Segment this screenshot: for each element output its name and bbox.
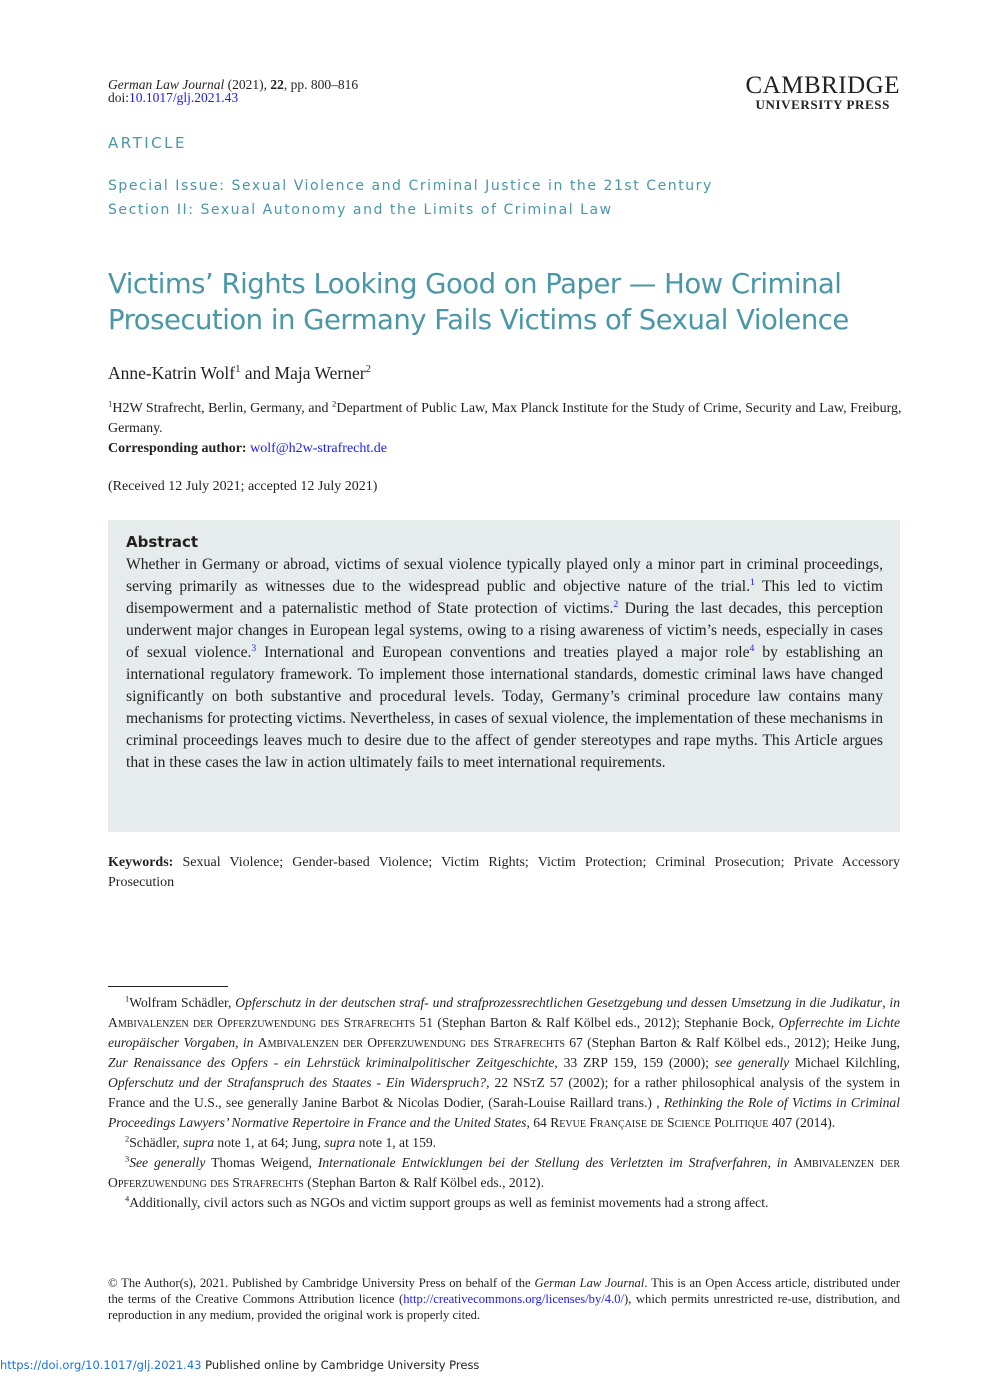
abstract-heading: Abstract <box>126 533 199 551</box>
abstract-segment: by establishing an international regulatory framework. To implement those international standards, domestic criminal laws have changed significantly on both substantive and procedural levels. Today, Germany’s criminal procedure law contains many mechanisms for protecting victims. Nevertheless, in cases of sexual violence, the implementation of these mechanisms in criminal proceedings leaves much to desire due to the affect of gender stereotypes and rape myths. This Article argues that in these cases the law in action ultimately fails to meet international requirements. <box>126 644 883 771</box>
footnote-4: $^4$Additionally, civil actors such as NGOs and victim support groups as well as feminist movements had a strong affect. <box>125 1193 769 1210</box>
author-conjunction: and <box>240 363 275 383</box>
footnote-divider <box>108 986 228 987</box>
affiliation-sup: 2 <box>332 398 337 409</box>
footnote-number: 4 <box>125 1193 130 1204</box>
abstract-segment: International and European conventions and treaties played a major role <box>256 644 750 661</box>
footnote-ref-4[interactable]: 4 <box>749 642 755 654</box>
footnote-number: 1 <box>125 993 130 1004</box>
footnote-ref-2[interactable]: 2 <box>613 598 619 610</box>
article-title: Victims’ Rights Looking Good on Paper — How Criminal Prosecution in Germany Fails Victims of Sexual Violence <box>108 268 849 336</box>
abstract-box <box>108 520 900 832</box>
license-notice <box>108 1275 900 1323</box>
affiliation-text: H2W Strafrecht, Berlin, Germany, and <box>112 401 332 416</box>
article-type-label: ARTICLE <box>108 134 187 152</box>
footnote-number: 2 <box>125 1133 130 1144</box>
author-name: Anne-Katrin Wolf <box>108 363 236 383</box>
license-journal-name: German Law Journal <box>534 1276 645 1290</box>
license-url-link[interactable]: http://creativecommons.org/licenses/by/4.0/ <box>403 1292 625 1306</box>
affiliations <box>108 399 903 439</box>
affiliation-sup: 1 <box>108 398 113 409</box>
license-text: ), which permits unrestricted re-use, distribution, and reproduction in any medium, provided the original work is properly cited. <box>108 1292 900 1322</box>
keywords-list: Sexual Violence; Gender-based Violence; Victim Rights; Victim Protection; Criminal Prosecution; Private Accessory Prosecution <box>108 855 900 890</box>
footnote-number: 3 <box>125 1153 130 1164</box>
corresponding-author-label: Corresponding author: <box>108 441 247 456</box>
keywords <box>108 853 900 893</box>
doi-link[interactable]: 10.1017/glj.2021.43 <box>129 90 239 105</box>
corresponding-author <box>108 439 387 459</box>
license-text: © The Author(s), 2021. Published by Cambridge University Press on behalf of the <box>108 1276 535 1290</box>
doi-url-link[interactable]: https://doi.org/10.1017/glj.2021.43 <box>0 1358 202 1372</box>
issue-info <box>108 174 713 222</box>
published-online-bar <box>0 1358 479 1372</box>
abstract-text <box>126 554 883 774</box>
corresponding-author-email[interactable]: wolf@h2w-strafrecht.de <box>250 441 387 456</box>
author-name: Maja Werner <box>274 363 366 383</box>
footnotes <box>108 993 900 1213</box>
journal-volume: 22 <box>270 77 284 92</box>
received-dates: (Received 12 July 2021; accepted 12 July 2021) <box>108 479 378 494</box>
section-label: Section II: Sexual Autonomy and the Limits of Criminal Law <box>108 202 613 218</box>
footnote-ref-3[interactable]: 3 <box>251 642 257 654</box>
journal-name: German Law Journal <box>108 77 225 92</box>
footnote-ref-1[interactable]: 1 <box>750 576 755 588</box>
abstract-segment: This led to victim disempowerment and a paternalistic method of State protection of victims. <box>126 578 883 617</box>
abstract-segment: During the last decades, this perception underwent major changes in European legal systems, owing to a rising awareness of victim’s needs, especially in cases of sexual violence. <box>126 600 883 661</box>
publisher-logo-line2: UNIVERSITY PRESS <box>755 97 890 112</box>
license-text: . This is an Open Access article, distributed under the terms of the Creative Commons Attribution licence ( <box>108 1276 901 1306</box>
journal-year: (2021), <box>227 77 268 92</box>
footnote-1: $^1$Wolfram Schädler, Opferschutz in der deutschen straf- und strafprozessrechtlichen Gesetzgebung und dessen Umsetzung in die Judikatur, in Ambivalenzen der Opferzuwendung des Strafrechts 51 (Stephan Barton & Ralf Kölbel eds., 2012); Stephanie Bock, Opferrechte im Lichte europäischer Vorgaben, in Ambivalenzen der Opferzuwendung des Strafrechts 67 (Stephan Barton & Ralf Kölbel eds., 2012); Heike Jung, Zur Renaissance des Opfers - ein Lehrstück kriminalpolitischer Zeitgeschichte, 33 ZRP 159, 159 (2000); see generally Michael Kilchling, Opferschutz und der Strafanspruch des Staates - Ein Widerspruch?, 22 NStZ 57 (2002); for a rather philosophical analysis of the system in France and the U.S., see generally Janine Barbot & Nicolas Dodier, (Sarah-Louise Raillard trans.) , Rethinking the Role of Victims in Criminal Proceedings Lawyers’ Normative Repertoire in France and the United States, 64 Revue Française de Science Politique 407 (2014). <box>108 993 900 1130</box>
author-affiliation-sup: 1 <box>235 363 241 376</box>
published-online-text: Published online by Cambridge University Press <box>201 1358 480 1372</box>
abstract-segment: Whether in Germany or abroad, victims of sexual violence typically played only a minor part in criminal proceedings, serving primarily as witnesses due to the widespread public and objective nature of the trial. <box>126 556 883 595</box>
special-issue-label: Special Issue: Sexual Violence and Criminal Justice in the 21st Century <box>108 178 713 194</box>
author-affiliation-sup: 2 <box>365 363 372 376</box>
affiliation-text: Department of Public Law, Max Planck Institute for the Study of Crime, Security and Law, Freiburg, Germany. <box>108 401 902 436</box>
journal-pages: , pp. 800–816 <box>283 77 359 92</box>
author-list <box>108 362 371 384</box>
doi-prefix: doi: <box>108 90 130 105</box>
footnote-2: $^2$Schädler, supra note 1, at 64; Jung, supra note 1, at 159. <box>125 1133 437 1150</box>
doi-line <box>108 89 238 107</box>
footnote-3: $^3$See generally Thomas Weigend, Internationale Entwicklungen bei der Stellung des Verletzten im Strafverfahren, in Ambivalenzen der Opferzuwendung des Strafrechts (Stephan Barton & Ralf Kölbel eds., 2012). <box>108 1153 901 1190</box>
publisher-logo <box>745 74 900 112</box>
publisher-logo-line1: CAMBRIDGE <box>745 72 900 99</box>
keywords-label: Keywords: <box>108 855 174 870</box>
